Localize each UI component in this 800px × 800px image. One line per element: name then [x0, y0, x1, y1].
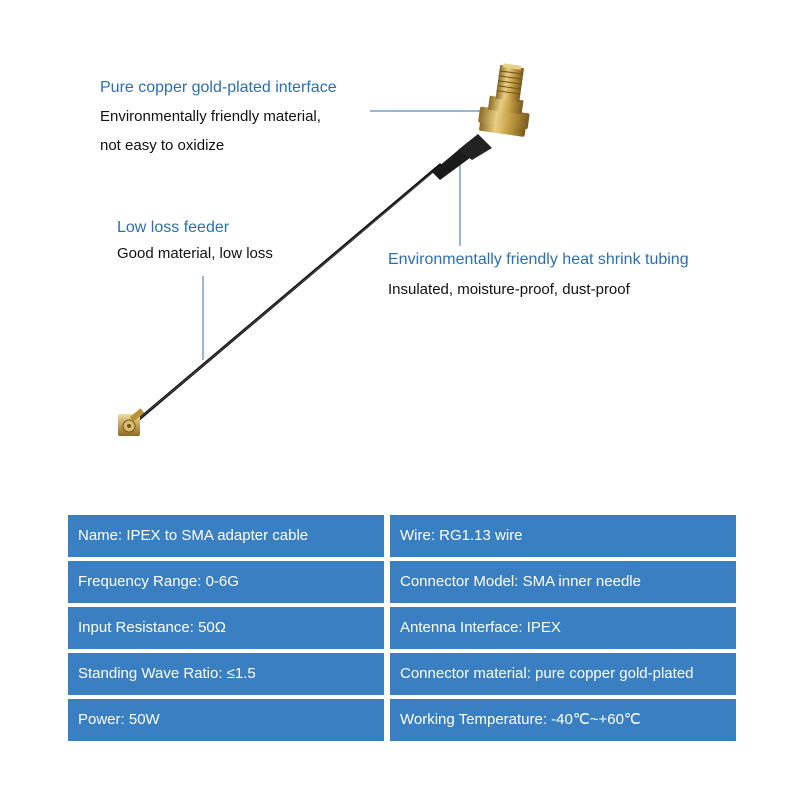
spec-connector-material: Connector material: pure copper gold-plated [390, 653, 736, 695]
sma-connector [477, 61, 536, 137]
spec-name: Name: IPEX to SMA adapter cable [68, 515, 384, 557]
spec-table [68, 515, 736, 741]
ipex-connector [118, 408, 144, 436]
spec-power: Power: 50W [68, 699, 384, 741]
heat-shrink-tubing [432, 134, 492, 180]
spec-swr: Standing Wave Ratio: ≤1.5 [68, 653, 384, 695]
spec-antenna-interface: Antenna Interface: IPEX [390, 607, 736, 649]
copper-interface-title: Pure copper gold-plated interface [100, 79, 337, 96]
copper-interface-line2: not easy to oxidize [100, 137, 225, 154]
feeder-title: Low loss feeder [117, 219, 230, 236]
tubing-title: Environmentally friendly heat shrink tubing [388, 251, 689, 268]
spec-resistance: Input Resistance: 50Ω [68, 607, 384, 649]
spec-frequency: Frequency Range: 0-6G [68, 561, 384, 603]
spec-working-temperature: Working Temperature: -40℃~+60℃ [390, 699, 736, 741]
copper-interface-line1: Environmentally friendly material, [100, 108, 321, 125]
leader-lines [203, 111, 480, 360]
spec-wire: Wire: RG1.13 wire [390, 515, 736, 557]
tubing-line1: Insulated, moisture-proof, dust-proof [388, 281, 630, 298]
feeder-line1: Good material, low loss [117, 245, 273, 262]
spec-connector-model: Connector Model: SMA inner needle [390, 561, 736, 603]
